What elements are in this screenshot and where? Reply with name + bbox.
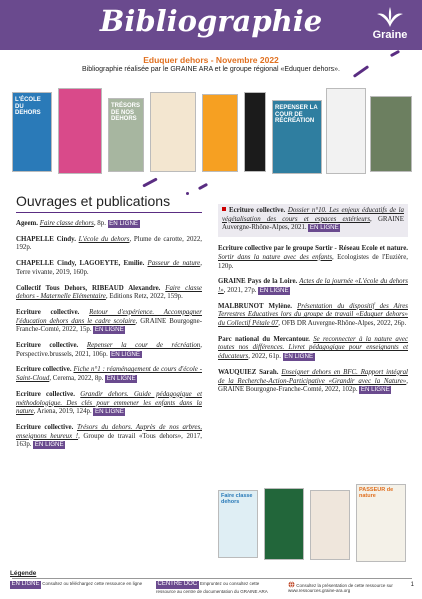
entry-title-link[interactable]: Retour d'expérience. Accompagner l'éducation dehors dans le cadre scolaire [16,308,202,325]
bibliography-entry [218,204,408,237]
legend-online-text: Consultez ou téléchargez cette ressource en ligne [42,581,143,586]
bibliography-entry [16,391,202,417]
entry-author: CHAPELLE Cindy, LAGOEYTE, Emilie. [16,260,145,268]
entry-title-link[interactable]: Sortir dans la nature avec des enfants [218,253,333,261]
entry-details: , GRAINE Bourgogne-Franche-Comté, 2022, 102p. [218,377,408,394]
entry-author: Ecriture collective. [229,207,286,214]
entry-details: , Terre vivante, 2019, 160p. [16,260,202,276]
online-badge[interactable]: EN LIGNE [360,386,390,394]
online-badge[interactable]: EN LIGNE [94,408,124,416]
entry-details: , 2021, 27p. [223,286,257,294]
online-badge[interactable]: EN LIGNE [284,353,314,361]
entry-author: Ecriture collective. [16,366,72,374]
header-banner [0,0,422,50]
cover-title: REPENSER LA COUR DE RÉCRÉATION [275,105,318,125]
leaf-icon [375,6,405,28]
cover-image[interactable] [58,88,102,174]
footer-divider [12,578,412,579]
cover-image[interactable] [244,92,266,172]
online-badge[interactable]: EN LIGNE [111,350,140,358]
online-badge[interactable]: EN LIGNE [259,286,289,294]
entry-title-link[interactable]: Dossier n°10. Les enjeux éducatifs de la végétalisation des cours et espaces extérieurs [222,207,404,223]
left-column [16,220,202,457]
bibliography-entry [16,260,202,277]
cover-image[interactable] [108,98,144,172]
legend-title: Légende [10,570,37,577]
entry-details: , 8p. [93,220,106,227]
intro-text: Bibliographie réalisée par le GRAINE ARA et le groupe régional «Eduquer dehors». [82,66,340,73]
cover-title: PASSEUR de nature [359,487,394,499]
entry-author: Ageem. [16,220,39,227]
online-badge[interactable]: EN LIGNE [34,441,64,449]
graine-logo [368,6,412,44]
entry-title-link[interactable]: Passeur de nature [147,260,201,268]
entry-author: Ecriture collective par le groupe Sortir - Réseau Ecole et nature. [218,245,408,253]
entry-details: , Groupe de travail «Tous dehors», 2017, 163p. [16,432,202,449]
cover-image[interactable] [202,94,238,172]
entry-details: , Ariena, 2019, 124p. [33,408,92,416]
entry-title-link[interactable]: Grandir dehors. Guide pédagogique et méthodologique. Des clés pour emmener les enfants dans la nature [16,390,202,416]
entry-author: Ecriture collective. [16,342,79,350]
entry-details: , Editions Retz, 2022, 159p. [105,293,183,301]
entry-author: Ecriture collective. [16,390,75,398]
entry-details: , GRAINE Bourgogne-Franche-Comté, 2022, 15p. [16,317,202,334]
online-badge[interactable]: EN LIGNE [106,375,136,383]
bibliography-entry [16,309,202,335]
cover-title: L'ÉCOLE DU DEHORS [15,97,41,117]
cover-title: Faire classe dehors [221,493,253,505]
page-title: Bibliographie [99,4,323,38]
entry-author: Ecriture collective. [16,423,74,431]
bookmark-icon [222,207,226,211]
subtitle: Eduquer dehors - Novembre 2022 [143,55,279,65]
bibliography-entry [218,369,408,395]
legend-online-badge: EN LIGNE [11,581,40,587]
entry-title-link[interactable]: Trésors du dehors. Auprès de nos arbres, enseignons heureux ! [16,423,202,440]
cover-image[interactable] [370,96,412,172]
entry-details: , Perspective.brussels, 2021, 106p. [16,342,202,358]
cover-image[interactable] [264,488,304,560]
cover-image[interactable] [272,100,322,174]
online-badge[interactable]: EN LIGNE [309,224,339,232]
section-underline [16,212,202,213]
legend-site-text: Consultez la présentation de cette ressource sur www.ressources.graine-ara.org [288,583,393,594]
entry-title-link[interactable]: Actes de la journée «L'école du dehors !» [218,278,408,294]
legend-site [288,581,400,594]
cover-image[interactable] [356,484,406,562]
entry-author: GRAINE Pays de la Loire. [218,278,298,286]
entry-title-link[interactable]: Se reconnecter à la nature avec toutes nos différences. Livret pédagogique pour enseignants et éducateurs [218,335,409,361]
bibliography-entry [16,342,202,359]
entry-title-link[interactable]: Présentation du dispositif des Aires Terrestres Educatives lors du groupe de travail «Eduquer dehors» du Collectif Pétale 07 [218,302,408,328]
entry-author: CHAPELLE Cindy. [16,235,76,243]
decorative-dot [186,192,189,195]
bibliography-entry [218,278,408,295]
cover-image[interactable] [12,92,52,172]
entry-details: , Cerema, 2022, 8p. [49,375,104,383]
entry-details: , Ecologistes de l'Euzière, 120p. [218,253,408,270]
bibliography-entry [16,285,202,302]
entry-author: Parc national du Mercantour. [218,335,310,343]
bibliography-entry [218,303,408,329]
entry-title-link[interactable]: Fiche n°1 : réaménagement de cours d'école - Saint-Cloud [16,366,202,383]
cover-gallery [12,88,412,178]
entry-title-link[interactable]: Faire classe dehors [39,220,94,227]
legend-doc [156,581,278,594]
entry-author: MALBRUNOT Mylène. [218,302,293,310]
bibliography-entry [16,424,202,450]
online-badge[interactable]: EN LIGNE [94,326,124,334]
legend-doc-text: Empruntez ou consultez cette ressource au centre de documentation du GRAINE ARA [156,581,268,594]
globe-icon [288,581,295,588]
bibliography-entry [218,336,408,362]
entry-title-link[interactable]: Repenser la cour de récréation [86,342,201,350]
bibliography-entry [16,220,202,229]
bibliography-entry [218,245,408,271]
entry-details: , OFB DR Auvergne-Rhône-Alpes, 2022, 26p. [278,320,407,328]
decorative-stroke [142,177,158,187]
right-column [218,204,408,402]
entry-author: Collectif Tous Dehors, RIBEAUD Alexandre. [16,284,161,292]
cover-image[interactable] [310,490,350,560]
entry-title-link[interactable]: Faire classe dehors - Maternelle Elémentaire [16,284,202,301]
entry-author: Ecriture collective. [16,308,80,316]
bibliography-entry [16,236,202,253]
bottom-cover-gallery [218,484,408,562]
cover-image[interactable] [326,88,366,174]
entry-author: WAUQUIEZ Sarah. [218,368,279,376]
entry-details: , GRAINE Auvergne-Rhône-Alpes, 2021. [222,215,404,232]
cover-title: TRÉSORS DE NOS DEHORS [111,103,141,123]
bibliography-entry [16,366,202,383]
cover-image[interactable] [150,92,196,172]
entry-details: , 2022, 61p. [248,353,281,361]
page-number: 1 [410,582,414,588]
entry-details: , Plume de carotte, 2022, 192p. [16,235,203,252]
online-badge[interactable]: EN LIGNE [109,220,139,227]
legend-online [10,581,160,589]
logo-text: Graine [372,29,408,41]
entry-title-link[interactable]: Enseigner dehors en BFC. Rapport intégral de la Recherche-Action-Participative «Grandir avec la Nature» [218,368,408,385]
decorative-stroke [198,183,208,190]
entry-title-link[interactable]: L'école du dehors [78,235,130,243]
legend-doc-badge: CENTRE DOC [157,581,198,587]
cover-image[interactable] [218,490,258,558]
section-title: Ouvrages et publications [16,193,171,209]
